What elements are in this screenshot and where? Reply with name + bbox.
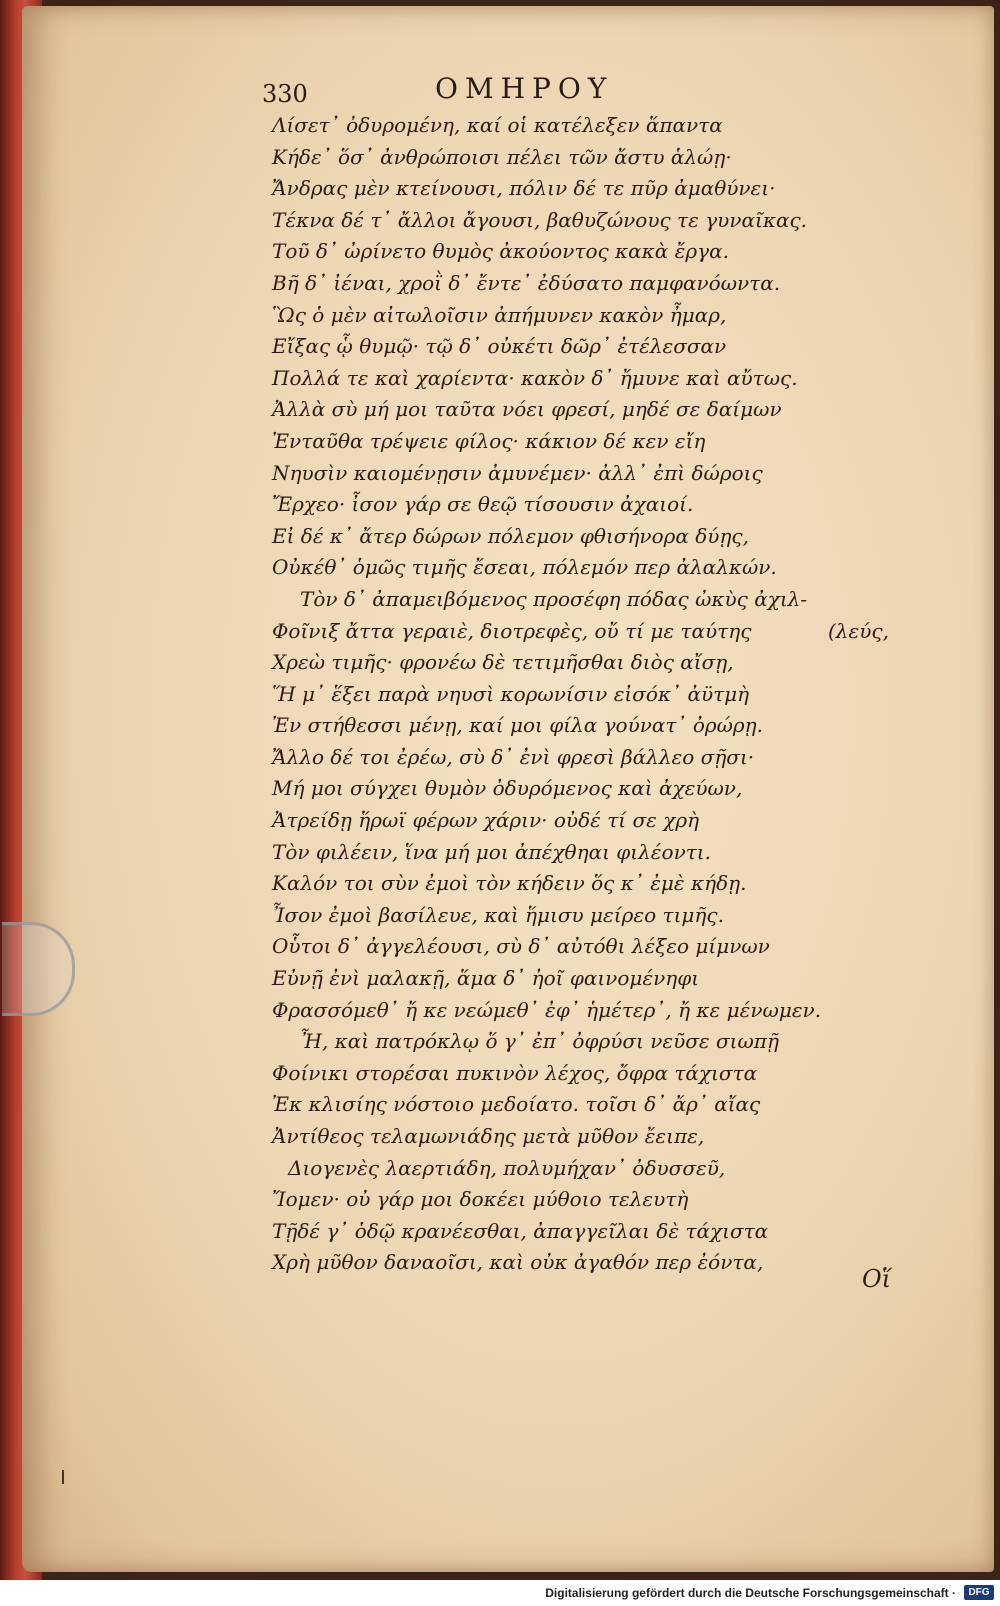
verse-line: Ἄνδρας μὲν κτείνουσι, πόλιν δέ τε πῦρ ἀμαθύνει· [272,176,776,201]
verse-line: Ἔρχεο· ἶσον γάρ σε θεῷ τίσουσιν ἀχαιοί. [272,492,694,517]
verse-line: Τοῦ δ᾽ ὠρίνετο θυμὸς ἀκούοντος κακὰ ἔργα. [272,239,729,264]
verse-line: Λίσετ᾽ ὀδυρομένη, καί οἱ κατέλεξεν ἅπαντα [272,113,723,137]
verse-line: Ἶσον ἐμοὶ βασίλευε, καὶ ἥμισυ μείρεο τιμῆς. [272,902,724,927]
verse-line: Οὐκέθ᾽ ὁμῶς τιμῆς ἔσεαι, πόλεμόν περ ἀλαλκών. [272,555,777,580]
speech-intro-line [272,584,912,616]
verse-line: Ἐκ κλισίης νόστοιο μεδοίατο. τοῖσι δ᾽ ἄρ᾽ αἴας [272,1092,761,1117]
verse-line: Διογενὲς λαερτιάδη, πολυμήχαν᾽ ὀδυσσεῦ, [288,1155,726,1180]
verse-line: Ἦ, καὶ πατρόκλῳ ὅ γ᾽ ἐπ᾽ ὀφρύσι νεῦσε σιωπῇ [300,1029,779,1054]
page-number: 330 [262,80,308,108]
verse-line: Ὣς ὁ μὲν αἰτωλοῖσιν ἀπήμυνεν κακὸν ἦμαρ, [272,302,727,327]
verse-line: Ἥ μ᾽ ἕξει παρὰ νηυσὶ κορωνίσιν εἰσόκ᾽ ἀϋτμὴ [272,681,750,706]
verse-line: Τέκνα δέ τ᾽ ἄλλοι ἄγουσι, βαθυζώνους τε γυναῖκας. [272,207,808,232]
verse-line: Μή μοι σύγχει θυμὸν ὀδυρόμενος καὶ ἀχεύων, [272,776,743,801]
running-head: ΟΜΗΡΟΥ [435,72,614,105]
verse-line: Φρασσόμεθ᾽ ἤ κε νεώμεθ᾽ ἐφ᾽ ἡμέτερ᾽, ἤ κε μένωμεν. [272,997,822,1022]
verse-line: Καλόν τοι σὺν ἐμοὶ τὸν κήδειν ὅς κ᾽ ἐμὲ κήδῃ. [272,871,747,896]
catchword: Οἵ [862,1265,892,1293]
dfg-logo: DFG [964,1585,994,1600]
stray-ink-mark [62,1470,64,1484]
digitization-footer [0,1580,1000,1606]
verse-line: Βῆ δ᾽ ἰέναι, χροῒ δ᾽ ἔντε᾽ ἐδύσατο παμφανόωντα. [272,270,781,295]
verse-line: Ἀτρείδῃ ἥρωϊ φέρων χάριν· οὐδέ τί σε χρὴ [272,808,700,833]
verse-line: Χρεὼ τιμῆς· φρονέω δὲ τετιμῆσθαι διὸς αἴσῃ, [272,650,734,675]
verse-line-text: Φοῖνιξ ἄττα γεραιὲ, διοτρεφὲς, οὔ τί με ταύτης [272,618,752,643]
speech-intro-text: Τὸν δ᾽ ἀπαμειβόμενος προσέφη πόδας ὠκὺς ἀχιλ- [300,586,808,611]
verse-text [272,110,912,1279]
verse-line: Ἀντίθεος τελαμωνιάδης μετὰ μῦθον ἔειπε, [272,1124,705,1148]
verse-line: Ἐνταῦθα τρέψειε φίλος· κάκιον δέ κεν εἴη [272,428,706,453]
verse-line: Νηυσὶν καιομένῃσιν ἀμυνέμεν· ἀλλ᾽ ἐπὶ δώροις [272,460,763,485]
verse-line: Τῇδέ γ᾽ ὁδῷ κρανέεσθαι, ἀπαγγεῖλαι δὲ τάχιστα [272,1218,769,1243]
verse-line [272,616,912,648]
verse-line: Οὗτοι δ᾽ ἀγγελέουσι, σὺ δ᾽ αὐτόθι λέξεο μίμνων [272,934,770,959]
verse-line: Τὸν φιλέειν, ἵνα μή μοι ἀπέχθηαι φιλέοντι. [272,839,711,864]
funding-credit: Digitalisierung gefördert durch die Deutsche Forschungsgemeinschaft · [545,1586,956,1600]
verse-line: Εὐνῇ ἐνὶ μαλακῇ, ἅμα δ᾽ ἠοῖ φαινομένηφι [272,966,700,991]
speech-intro-continuation: (λεύς, [828,618,889,643]
verse-line: Κήδε᾽ ὅσ᾽ ἀνθρώποισι πέλει τῶν ἄστυ ἁλώῃ· [272,144,732,169]
verse-line: Ἴομεν· οὐ γάρ μοι δοκέει μύθοιο τελευτὴ [272,1187,689,1212]
verse-line: Χρὴ μῦθον δαναοῖσι, καὶ οὐκ ἀγαθόν περ ἐόντα, [272,1250,764,1275]
verse-line: Φοίνικι στορέσαι πυκινὸν λέχος, ὄφρα τάχιστα [272,1060,758,1085]
verse-line: Εἴξας ᾧ θυμῷ· τῷ δ᾽ οὐκέτι δῶρ᾽ ἐτέλεσσαν [272,334,727,359]
verse-line: Ἄλλο δέ τοι ἐρέω, σὺ δ᾽ ἐνὶ φρεσὶ βάλλεο σῇσι· [272,744,755,769]
verse-line: Ἐν στήθεσσι μένῃ, καί μοι φίλα γούνατ᾽ ὀρώρῃ. [272,713,764,738]
verse-line: Ἀλλὰ σὺ μή μοι ταῦτα νόει φρεσί, μηδέ σε δαίμων [272,397,782,422]
verse-line: Εἰ δέ κ᾽ ἄτερ δώρων πόλεμον φθισήνορα δύῃς, [272,523,749,548]
verse-line: Πολλά τε καὶ χαρίεντα· κακὸν δ᾽ ἤμυνε καὶ αὔτως. [272,365,798,390]
